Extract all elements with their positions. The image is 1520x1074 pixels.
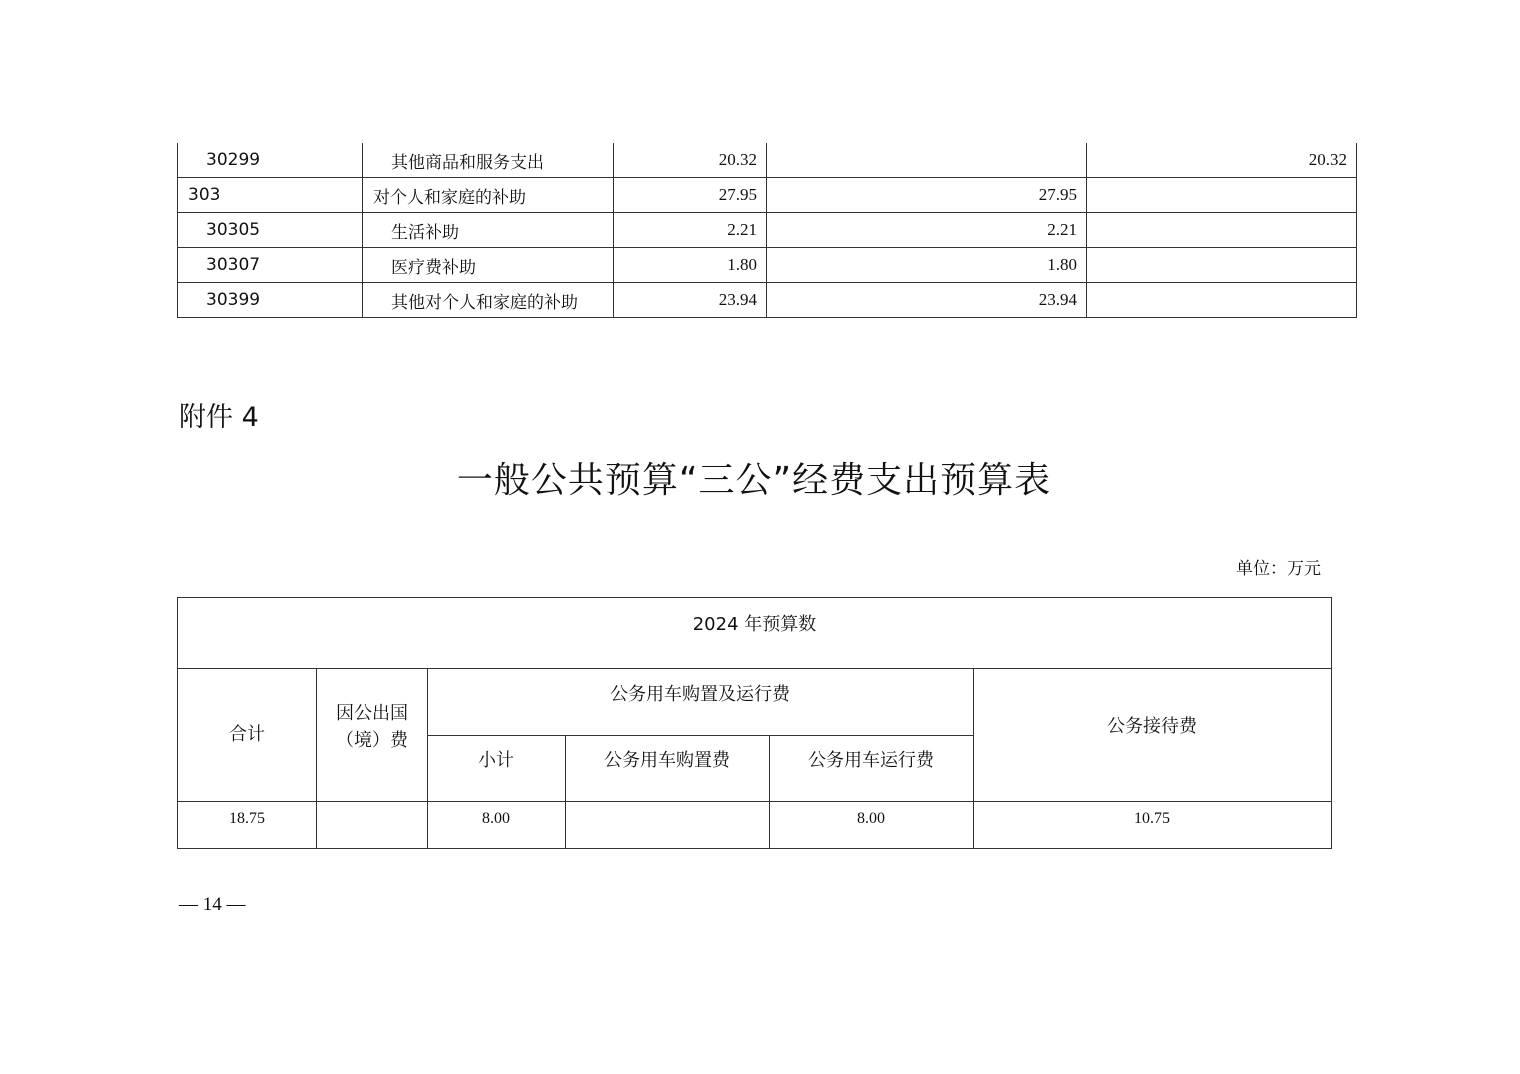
- header-total: 合计: [229, 724, 265, 745]
- row-project: [1087, 248, 1357, 282]
- header-vehicle-group: 公务用车购置及运行费: [610, 683, 790, 705]
- value-abroad: [316, 801, 427, 848]
- document-title: 一般公共预算“三公”经费支出预算表: [456, 460, 1052, 501]
- page-number: — 14 —: [179, 894, 246, 915]
- table-row: [177, 248, 1357, 283]
- row-basic: 1.80: [767, 248, 1087, 282]
- row-project: [1087, 283, 1357, 317]
- row-project: [1087, 213, 1357, 247]
- unit-label: 单位：万元: [1236, 559, 1321, 579]
- header-year: 2024 年预算数: [692, 613, 817, 635]
- row-name: 其他对个人和家庭的补助: [363, 283, 614, 317]
- row-project: 20.32: [1087, 143, 1357, 177]
- row-basic: 2.21: [767, 213, 1087, 247]
- row-basic: [767, 143, 1087, 177]
- table-row: [177, 213, 1357, 248]
- value-vehicle-purchase: [565, 801, 769, 848]
- value-subtotal: 8.00: [482, 810, 510, 827]
- header-subtotal: 小计: [478, 749, 514, 771]
- budget-detail-table: [177, 143, 1357, 318]
- row-name: 医疗费补助: [363, 248, 614, 282]
- row-total: 1.80: [614, 248, 767, 282]
- row-name: 对个人和家庭的补助: [363, 178, 614, 212]
- value-reception: 10.75: [1134, 810, 1170, 827]
- header-reception: 公务接待费: [1107, 716, 1197, 737]
- value-total: 18.75: [229, 810, 265, 827]
- row-basic: 23.94: [767, 283, 1087, 317]
- header-vehicle-purchase: 公务用车购置费: [604, 749, 730, 771]
- attachment-label: 附件 4: [179, 402, 259, 433]
- row-basic: 27.95: [767, 178, 1087, 212]
- three-public-expenses-table: [177, 597, 1332, 849]
- row-total: 2.21: [614, 213, 767, 247]
- row-code: 30305: [177, 213, 363, 247]
- row-total: 23.94: [614, 283, 767, 317]
- table-row: [177, 178, 1357, 213]
- table-row: [177, 283, 1357, 318]
- row-total: 27.95: [614, 178, 767, 212]
- row-code: 303: [177, 178, 363, 212]
- row-total: 20.32: [614, 143, 767, 177]
- header-vehicle-operation: 公务用车运行费: [808, 749, 934, 771]
- row-name: 其他商品和服务支出: [363, 143, 614, 177]
- row-name: 生活补助: [363, 213, 614, 247]
- row-code: 30399: [177, 283, 363, 317]
- row-code: 30299: [177, 143, 363, 177]
- value-vehicle-operation: 8.00: [857, 810, 885, 827]
- header-abroad: 因公出国（境）费: [336, 702, 408, 751]
- row-code: 30307: [177, 248, 363, 282]
- table-row: [177, 143, 1357, 178]
- row-project: [1087, 178, 1357, 212]
